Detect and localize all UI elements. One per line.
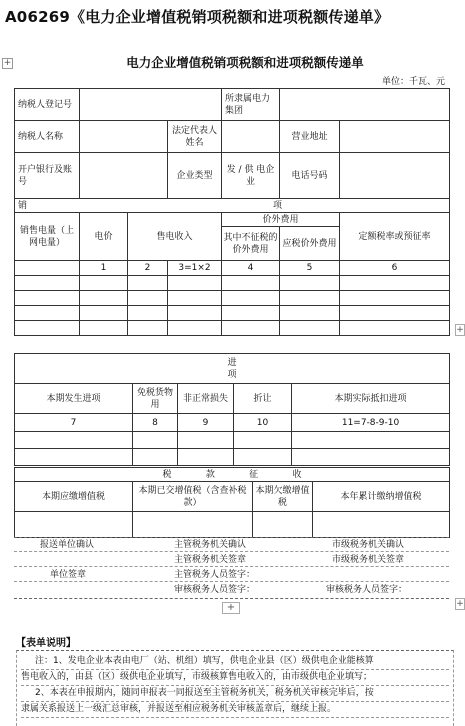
legal-rep-value[interactable] (222, 121, 280, 153)
extra-non-tax-number: 4 (222, 261, 280, 276)
tax-section-label: 税 款 征 收 (15, 468, 450, 482)
input-data-row[interactable] (15, 449, 450, 466)
input-tax-table (14, 353, 450, 466)
unit-label: 单位：千瓦、元 (381, 77, 445, 87)
extra-tax-header: 应税价外费用 (280, 227, 340, 261)
bank-account-label: 开户银行及账号 (15, 153, 80, 199)
rate-number: 6 (340, 261, 450, 276)
tax-data-row[interactable] (15, 512, 450, 538)
tax-free-goods-header: 免税货物用 (133, 384, 178, 414)
current-input-header: 本期发生进项 (15, 384, 133, 414)
business-address-label: 营业地址 (280, 121, 340, 153)
unit-stamp: 单位签章 (50, 570, 87, 580)
price-number: 2 (128, 261, 168, 276)
power-group-value[interactable] (280, 89, 450, 121)
sales-volume-header: 销售电量（上网电量） (15, 213, 80, 261)
owed-vat-header: 本期欠缴增值税 (253, 482, 313, 512)
sales-income-header: 售电收入 (128, 213, 222, 261)
sales-data-row[interactable] (15, 276, 450, 291)
taxpayer-reg-no-value[interactable] (80, 89, 222, 121)
business-address-value[interactable] (340, 121, 450, 153)
rate-header: 定额税率或预征率 (340, 213, 450, 261)
sales-data-row[interactable] (15, 306, 450, 321)
signature-section (14, 537, 449, 599)
company-type-label: 企业类型 (168, 153, 222, 199)
actual-deduction-header: 本期实际抵扣进项 (292, 384, 450, 414)
notes-box (16, 650, 454, 726)
power-group-label: 所隶属电力集团 (222, 89, 280, 121)
note-line: 2、本表在申报期内，随同申报表一同报送至主管税务机关，税务机关审核完毕后，按 (21, 686, 449, 702)
taxpayer-name-value[interactable] (80, 121, 168, 153)
input-data-row[interactable] (15, 432, 450, 449)
cumulative-vat-header: 本年累计缴纳增值税 (313, 482, 450, 512)
discount-number: 10 (234, 414, 292, 432)
document-title: A06269《电力企业增值税销项税额和进项税额传递单》 (5, 8, 390, 26)
audit-officer-signature-1[interactable]: 审核税务人员签字： (174, 585, 256, 595)
discount-header: 折让 (234, 384, 292, 414)
abnormal-loss-number: 9 (178, 414, 234, 432)
sales-section-label: 销 项 (15, 199, 450, 213)
notes-heading: 【表单说明】 (16, 638, 76, 649)
current-input-number: 7 (15, 414, 133, 432)
extra-tax-number: 5 (280, 261, 340, 276)
legal-rep-label: 法定代表人姓名 (168, 121, 222, 153)
add-row-icon[interactable]: + (222, 602, 240, 614)
info-sales-table (14, 88, 450, 336)
tax-authority-confirm: 主管税务机关确认 (174, 540, 247, 550)
report-unit-confirm: 报送单位确认 (40, 540, 95, 550)
note-line: 售电收入的，由县（区）级供电企业填写，市级核算售电收入的，由市级供电企业填写； (21, 670, 449, 686)
price-header: 电价 (80, 213, 128, 261)
sales-data-row[interactable] (15, 291, 450, 306)
tax-authority-stamp: 主管税务机关签章 (174, 555, 247, 565)
payable-vat-header: 本期应缴增值税 (15, 482, 133, 512)
audit-officer-signature-2[interactable]: 审核税务人员签字： (326, 585, 408, 595)
company-type-value: 发 / 供 电企业 (222, 153, 280, 199)
sales-data-row[interactable] (15, 321, 450, 336)
prepaid-vat-header: 本期已交增值税（含查补税款） (133, 482, 253, 512)
insert-row-icon[interactable]: + (456, 599, 464, 609)
city-authority-confirm: 市级税务机关确认 (332, 540, 405, 550)
taxpayer-reg-no-label: 纳税人登记号 (15, 89, 80, 121)
city-authority-stamp: 市级税务机关签章 (332, 555, 405, 565)
actual-deduction-number: 11=7-8-9-10 (292, 414, 450, 432)
table-move-handle-icon[interactable]: + (3, 58, 12, 68)
insert-row-icon[interactable]: + (456, 325, 464, 335)
form-title: 电力企业增值税销项税额和进项税额传递单 (126, 55, 364, 70)
bank-account-value[interactable] (80, 153, 168, 199)
phone-label: 电话号码 (280, 153, 340, 199)
tax-collection-table (14, 467, 450, 538)
sales-volume-number: 1 (80, 261, 128, 276)
phone-value[interactable] (340, 153, 450, 199)
note-line: 隶属关系报送上一级汇总审核，并报送至相应税务机关审核盖章后，继续上报。 (21, 702, 449, 718)
extra-non-tax-header: 其中不征税的价外费用 (222, 227, 280, 261)
input-section-label: 进 项 (15, 354, 450, 384)
tax-free-goods-number: 8 (133, 414, 178, 432)
sales-income-number: 3=1×2 (168, 261, 222, 276)
note-line: 注：1、发电企业本表由电厂（站、机组）填写，供电企业县（区）级供电企业能核算 (21, 654, 449, 670)
taxpayer-name-label: 纳税人名称 (15, 121, 80, 153)
tax-officer-signature[interactable]: 主管税务人员签字： (174, 570, 256, 580)
extra-fees-header: 价外费用 (222, 213, 340, 227)
abnormal-loss-header: 非正常损失 (178, 384, 234, 414)
